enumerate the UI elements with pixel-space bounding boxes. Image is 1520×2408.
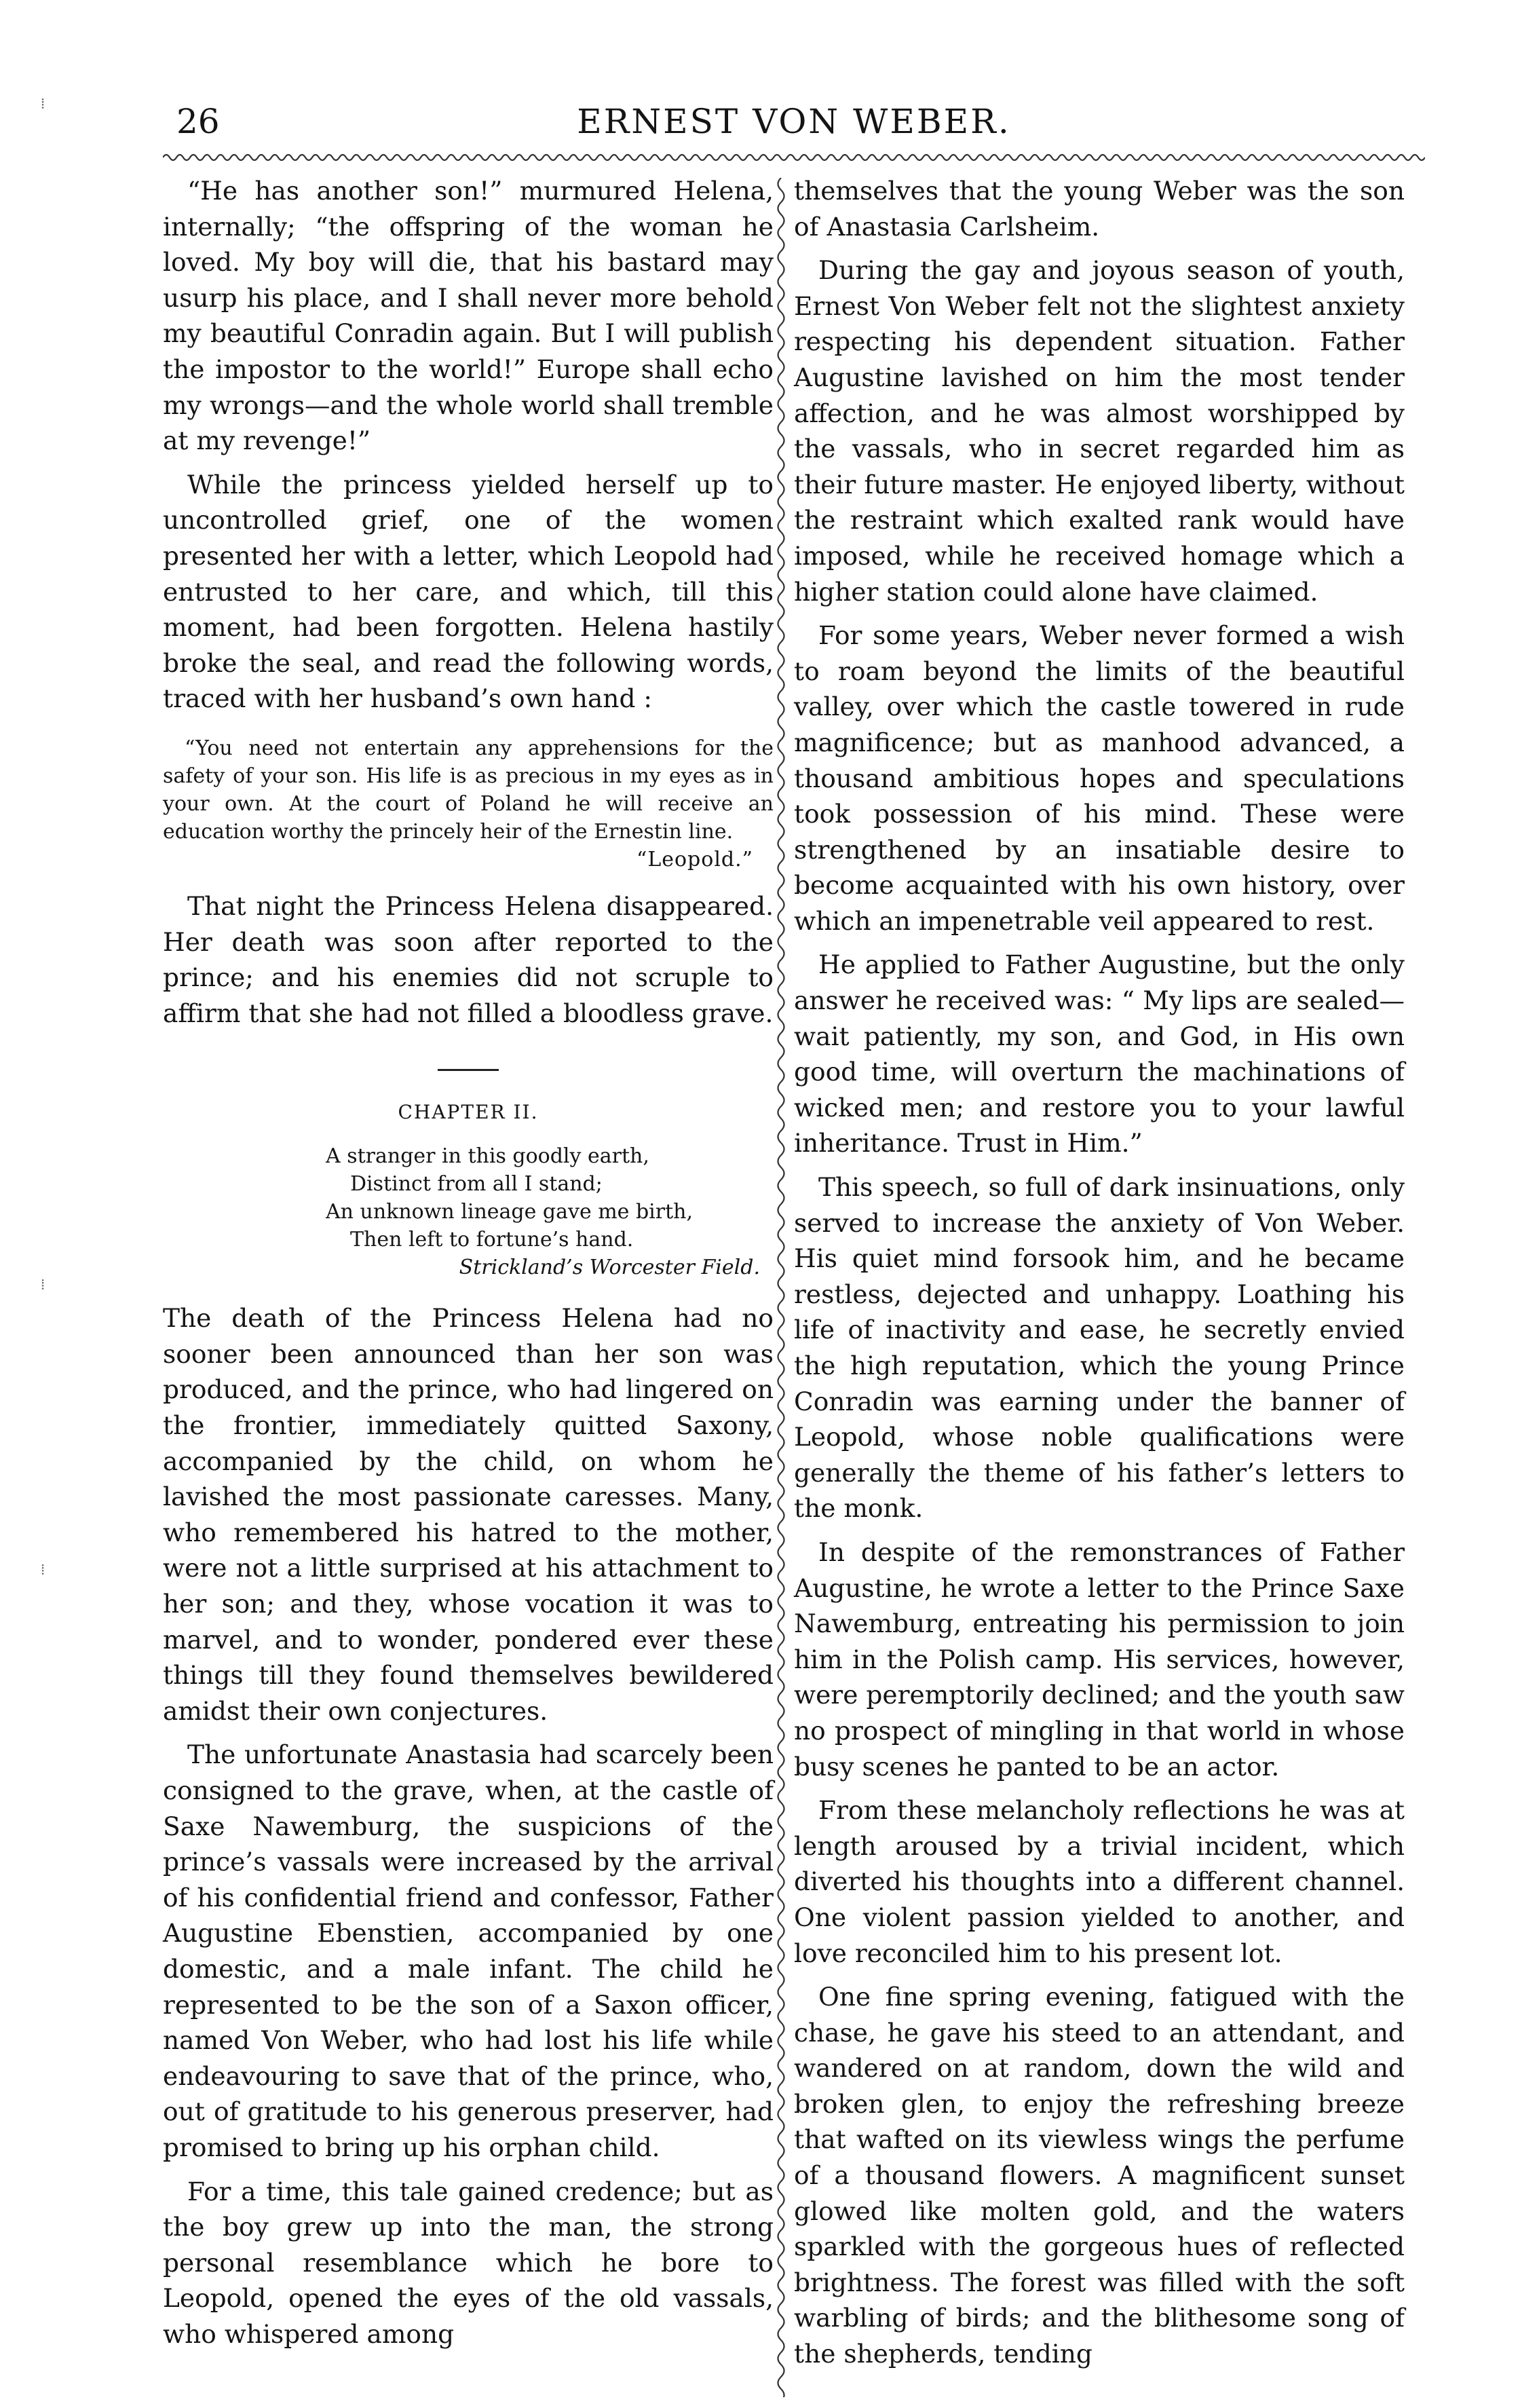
paragraph: One fine spring evening, fatigued with the chase, he gave his steed to an attendant, and wandered on at random, down the wild and broken glen, to enjoy the refreshing breeze that wafted on its viewless wings the perfume of a thousand flowers. A magnificent sunset glowed like molten gold, and the waters sparkled with the gorgeous hues of reflected brightness. The forest was filled with the soft warbling of birds; and the blithesome song of the shepherds, tending bbox=[794, 1982, 1405, 2369]
letter-signature: “Leopold.” bbox=[636, 847, 753, 871]
section-rule bbox=[438, 1069, 499, 1071]
chapter-heading: CHAPTER II. bbox=[398, 1101, 539, 1124]
margin-mark: ⁞ bbox=[41, 1562, 45, 1579]
paragraph: He applied to Father Augustine, but the only answer he received was: “ My lips are sealed—wait patiently, my son, and God, in His own good time, will overturn the machinations of wicked men; and restore you to your lawful inheritance. Trust in Him.” bbox=[794, 949, 1405, 1159]
paragraph: The unfortunate Anastasia had scarcely been consigned to the grave, when, at the castle of Saxe Nawemburg, the suspicions of the prince’s vassals were increased by the arrival of his confidential friend and confessor, Father Augustine Ebenstien, accompanied by one domestic, and a male infant. The child he represented to be the son of a Saxon officer, named Von Weber, who had lost his life while endeavouring to save that of the prince, who, out of gratitude to his generous preserver, had promised to bring up his orphan child. bbox=[163, 1739, 774, 2162]
wavy-column-divider bbox=[772, 178, 790, 2397]
paragraph: themselves that the young Weber was the son of Anastasia Carlsheim. bbox=[794, 176, 1405, 242]
paragraph: From these melancholy reflections he was at length aroused by a trivial incident, which diverted his thoughts into a different channel. One violent passion yielded to another, and love reconciled him to his present lot. bbox=[794, 1795, 1405, 1968]
wavy-header-rule bbox=[163, 151, 1425, 164]
paragraph: “He has another son!” murmured Helena, internally; “the offspring of the woman he loved. My boy will die, that his bastard may usurp his place, and I shall never more behold my beautiful Conradin again. But I will publish the impostor to the world!” Europe shall echo my wrongs—and the whole world shall tremble at my revenge!” bbox=[163, 176, 774, 456]
page-number: 26 bbox=[176, 102, 220, 141]
quoted-letter bbox=[163, 734, 774, 873]
epigraph bbox=[326, 1142, 774, 1281]
epigraph-source: Strickland’s Worcester Field. bbox=[459, 1256, 760, 1280]
epigraph-line: A stranger in this goodly earth, bbox=[326, 1144, 649, 1169]
paragraph: This speech, so full of dark insinuations, only served to increase the anxiety of Von Weber. His quiet mind forsook him, and he became restless, dejected and unhappy. Loathing his life of inactivity and ease, he secretly envied the high reputation, which the young Prince Conradin was earning under the banner of Leopold, whose noble qualifications were generally the theme of his father’s letters to the monk. bbox=[794, 1172, 1405, 1524]
paragraph: That night the Princess Helena disappeared. Her death was soon after reported to the prince; and his enemies did not scruple to affirm that she had not filled a bloodless grave. bbox=[163, 890, 774, 1028]
epigraph-line: Distinct from all I stand; bbox=[350, 1172, 603, 1197]
right-column bbox=[794, 173, 1405, 2372]
paragraph: For a time, this tale gained credence; but as the boy grew up into the man, the strong personal resemblance which he bore to Leopold, opened the eyes of the old vassals, who whispered among bbox=[163, 2176, 774, 2349]
running-head bbox=[163, 81, 1425, 149]
epigraph-line: An unknown lineage gave me birth, bbox=[326, 1200, 694, 1224]
letter-text: “You need not entertain any apprehensions for the safety of your son. His life is as precious in my eyes as in your own. At the court of Poland he will receive an education worthy the princely heir of the Ernestin line. bbox=[163, 736, 774, 844]
paragraph: In despite of the remonstrances of Father Augustine, he wrote a letter to the Prince Saxe Nawemburg, entreating his permission to join him in the Polish camp. His services, however, were peremptorily declined; and the youth saw no prospect of mingling in that world in whose busy scenes he panted to be an actor. bbox=[794, 1537, 1405, 1782]
paragraph: The death of the Princess Helena had no sooner been announced than her son was produced, and the prince, who had lingered on the frontier, immediately quitted Saxony, accompanied by the child, on whom he lavished the most passionate caresses. Many, who remembered his hatred to the mother, were not a little surprised at his attachment to her son; and they, whose vocation it was to marvel, and to wonder, pondered ever these things till they found themselves bewildered amidst their own conjectures. bbox=[163, 1303, 774, 1726]
epigraph-line: Then left to fortune’s hand. bbox=[350, 1228, 634, 1252]
margin-mark: ⁞ bbox=[41, 96, 45, 113]
paragraph: For some years, Weber never formed a wish to roam beyond the limits of the beautiful valley, over which the castle towered in rude magnificence; but as manhood advanced, a thousand ambitious hopes and speculations took possession of his mind. These were strengthened by an insatiable desire to become acquainted with his own history, over which an impenetrable veil appeared to rest. bbox=[794, 620, 1405, 936]
left-column bbox=[163, 173, 774, 2352]
paragraph: While the princess yielded herself up to uncontrolled grief, one of the women presented her with a letter, which Leopold had entrusted to her care, and which, till this moment, had been forgotten. Helena hastily broke the seal, and read the following words, traced with her husband’s own hand : bbox=[163, 469, 774, 714]
margin-mark: ⁞ bbox=[41, 1277, 45, 1294]
paragraph: During the gay and joyous season of youth, Ernest Von Weber felt not the slightest anxiety respecting his dependent situation. Father Augustine lavished on him the most tender affection, and he was almost worshipped by the vassals, who in secret regarded him as their future master. He enjoyed liberty, without the restraint which exalted rank would have imposed, while he received homage which a higher station could alone have claimed. bbox=[794, 255, 1405, 607]
running-title: ERNEST VON WEBER. bbox=[577, 102, 1011, 141]
